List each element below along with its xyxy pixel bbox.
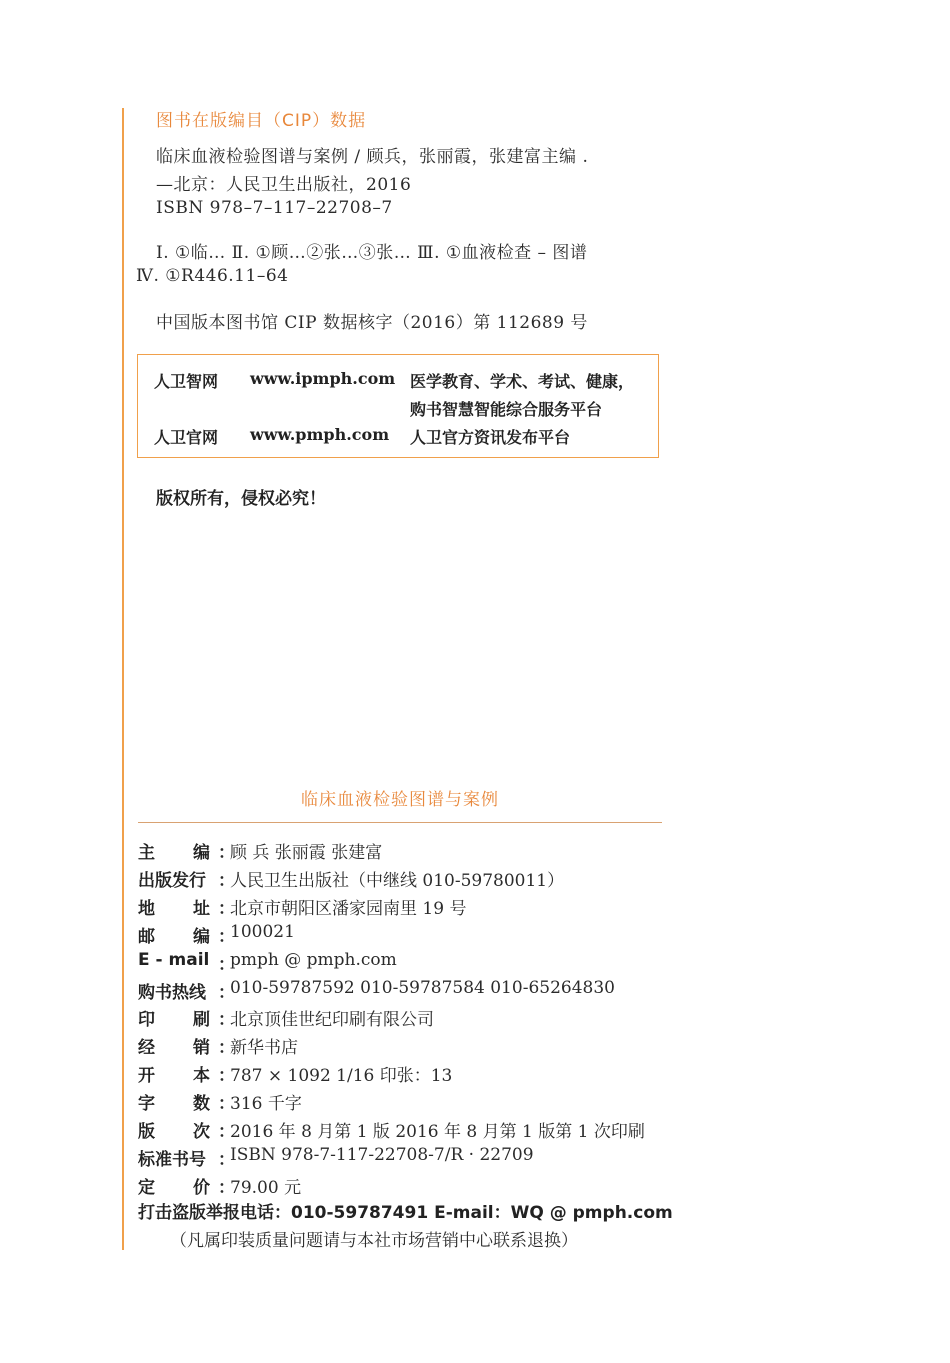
cip-classification-code-line: Ⅳ. ①R446.11–64 (136, 266, 289, 286)
info-value: 北京市朝阳区潘家园南里 19 号 (230, 898, 467, 919)
info-value: 316 千字 (230, 1094, 302, 1115)
info-value: 北京顶佳世纪印刷有限公司 (230, 1010, 434, 1031)
website-description: 人卫官方资讯发布平台 (410, 428, 571, 447)
cip-isbn-line: ISBN 978–7–117–22708–7 (156, 198, 393, 218)
cip-record-number-line: 中国版本图书馆 CIP 数据核字（2016）第 112689 号 (156, 313, 588, 333)
website-description: 医学教育、学术、考试、健康， (410, 372, 635, 391)
cip-publisher-line: —北京：人民卫生出版社，2016 (156, 175, 412, 195)
info-label: 主 编 (138, 843, 210, 863)
info-value: 100021 (230, 921, 295, 942)
info-label: E - mail (138, 949, 210, 970)
info-colon: ： (218, 982, 235, 1003)
info-colon: ： (218, 1122, 235, 1142)
info-value: 2016 年 8 月第 1 版 2016 年 8 月第 1 版第 1 次印刷 (230, 1122, 645, 1142)
websites-box (137, 354, 659, 458)
piracy-report-line: 打击盗版举报电话：010-59787491 E-mail：WQ @ pmph.com (138, 1203, 673, 1223)
info-colon: ： (218, 843, 235, 863)
info-value: 人民卫生出版社（中继线 010-59780011） (230, 870, 565, 891)
info-label: 地 址 (138, 898, 210, 919)
book-title: 临床血液检验图谱与案例 (301, 790, 499, 810)
info-label: 开 本 (138, 1066, 210, 1087)
title-divider (138, 822, 662, 823)
info-colon: ： (218, 1010, 235, 1031)
info-label: 标准书号 (138, 1149, 206, 1170)
info-label: 经 销 (138, 1038, 210, 1059)
cip-title-line: 临床血液检验图谱与案例 / 顾兵，张丽霞，张建富主编 . (156, 147, 589, 167)
website-url-link[interactable]: www.ipmph.com (250, 369, 396, 388)
cip-heading: 图书在版编目（CIP）数据 (156, 111, 367, 131)
info-label: 购书热线 (138, 982, 206, 1003)
website-name: 人卫智网 (154, 372, 219, 391)
info-label: 印 刷 (138, 1010, 210, 1031)
info-value: 010-59787592 010-59787584 010-65264830 (230, 977, 615, 998)
info-colon: ： (218, 954, 235, 975)
info-label: 出版发行 (138, 870, 206, 891)
info-value: 新华书店 (230, 1038, 298, 1059)
info-value: 787 × 1092 1/16 印张：13 (230, 1066, 453, 1087)
quality-note: （凡属印装质量问题请与本社市场营销中心联系退换） (170, 1231, 578, 1251)
info-colon: ： (218, 1177, 235, 1198)
info-label: 定 价 (138, 1177, 210, 1198)
info-value: ISBN 978-7-117-22708-7/R · 22709 (230, 1144, 534, 1165)
info-colon: ： (218, 1066, 235, 1087)
info-colon: ： (218, 926, 235, 947)
info-label: 版 次 (138, 1122, 210, 1142)
info-label: 邮 编 (138, 926, 210, 947)
info-value: pmph @ pmph.com (230, 949, 397, 970)
left-margin-rule (122, 108, 124, 1250)
website-url-link[interactable]: www.pmph.com (250, 425, 390, 444)
info-colon: ： (218, 898, 235, 919)
info-label: 字 数 (138, 1094, 210, 1115)
copyright-notice: 版权所有，侵权必究！ (156, 489, 326, 509)
info-colon: ： (218, 870, 235, 891)
info-value: 79.00 元 (230, 1177, 302, 1198)
website-description: 购书智慧智能综合服务平台 (410, 400, 603, 419)
info-colon: ： (218, 1149, 235, 1170)
info-value: 顾 兵 张丽霞 张建富 (230, 843, 383, 863)
website-name: 人卫官网 (154, 428, 219, 447)
info-colon: ： (218, 1094, 235, 1115)
info-colon: ： (218, 1038, 235, 1059)
cip-classification-line: Ⅰ. ①临… Ⅱ. ①顾…②张…③张… Ⅲ. ①血液检查 – 图谱 (156, 243, 588, 263)
